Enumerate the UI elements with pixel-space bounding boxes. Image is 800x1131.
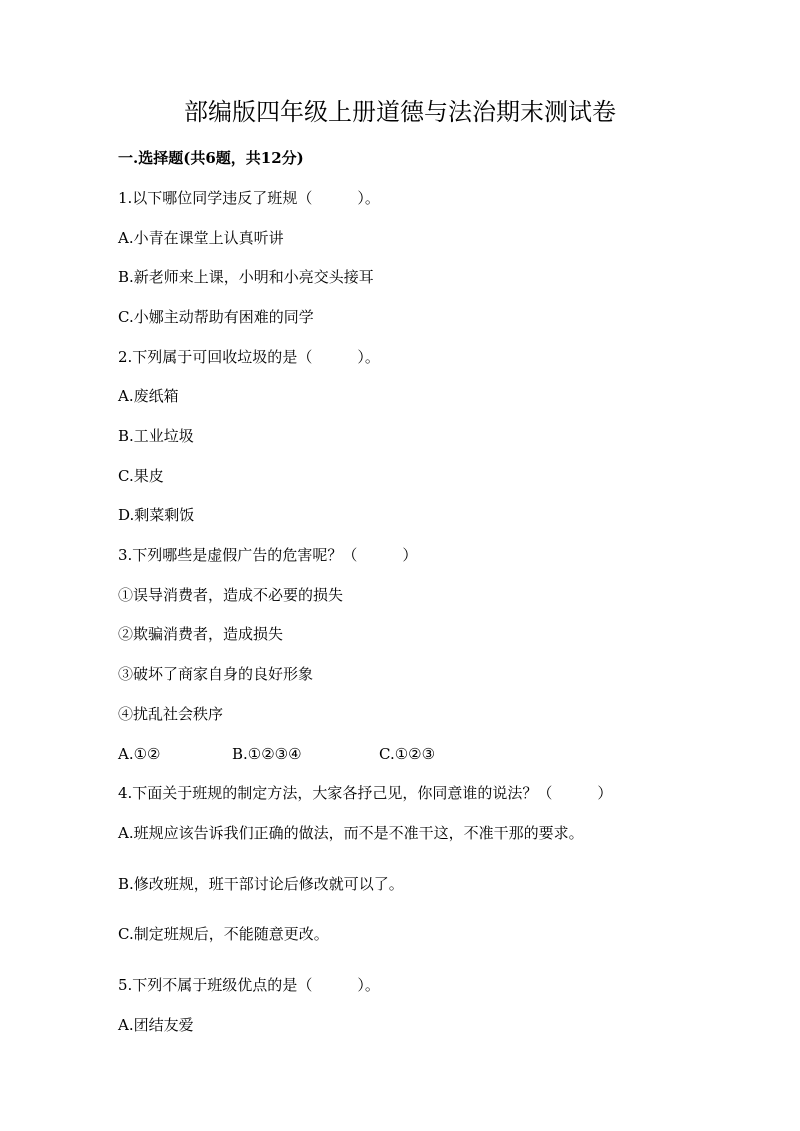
question-4-option-a: A.班规应该告诉我们正确的做法，而不是不准干这，不准干那的要求。 [118, 824, 584, 842]
question-2-option-d: D.剩菜剩饭 [118, 506, 195, 524]
question-3-option-a: A.①② [118, 745, 161, 763]
question-5-stem: 5.下列不属于班级优点的是（ ）。 [118, 976, 380, 994]
question-3-options-row [118, 744, 435, 764]
question-1-stem: 1.以下哪位同学违反了班规（ ）。 [118, 189, 380, 207]
page-title: 部编版四年级上册道德与法治期末测试卷 [184, 98, 616, 126]
question-3-statement-2: ②欺骗消费者，造成损失 [118, 625, 284, 643]
question-3-option-b: B.①②③④ [232, 745, 302, 763]
question-5-option-a: A.团结友爱 [118, 1016, 194, 1034]
question-2-option-a: A.废纸箱 [118, 387, 179, 405]
question-4-option-c: C.制定班规后，不能随意更改。 [118, 925, 329, 943]
question-1-option-b: B.新老师来上课，小明和小亮交头接耳 [118, 268, 374, 286]
question-4-option-b: B.修改班规，班干部讨论后修改就可以了。 [118, 875, 404, 893]
question-3-statement-4: ④扰乱社会秩序 [118, 705, 224, 723]
question-3-option-c: C.①②③ [379, 745, 436, 763]
question-3-statement-1: ①误导消费者，造成不必要的损失 [118, 586, 344, 604]
question-3-stem: 3.下列哪些是虚假广告的危害呢？（ ） [118, 546, 418, 564]
question-2-option-c: C.果皮 [118, 467, 164, 485]
question-2-option-b: B.工业垃圾 [118, 427, 194, 445]
question-3-statement-3: ③破坏了商家自身的良好形象 [118, 665, 314, 683]
question-4-stem: 4.下面关于班规的制定方法，大家各抒己见，你同意谁的说法？（ ） [118, 784, 613, 802]
question-2-stem: 2.下列属于可回收垃圾的是（ ）。 [118, 348, 380, 366]
question-1-option-c: C.小娜主动帮助有困难的同学 [118, 308, 314, 326]
question-1-option-a: A.小青在课堂上认真听讲 [118, 229, 284, 247]
section-heading-choice: 一.选择题(共6题，共12分) [118, 149, 304, 167]
